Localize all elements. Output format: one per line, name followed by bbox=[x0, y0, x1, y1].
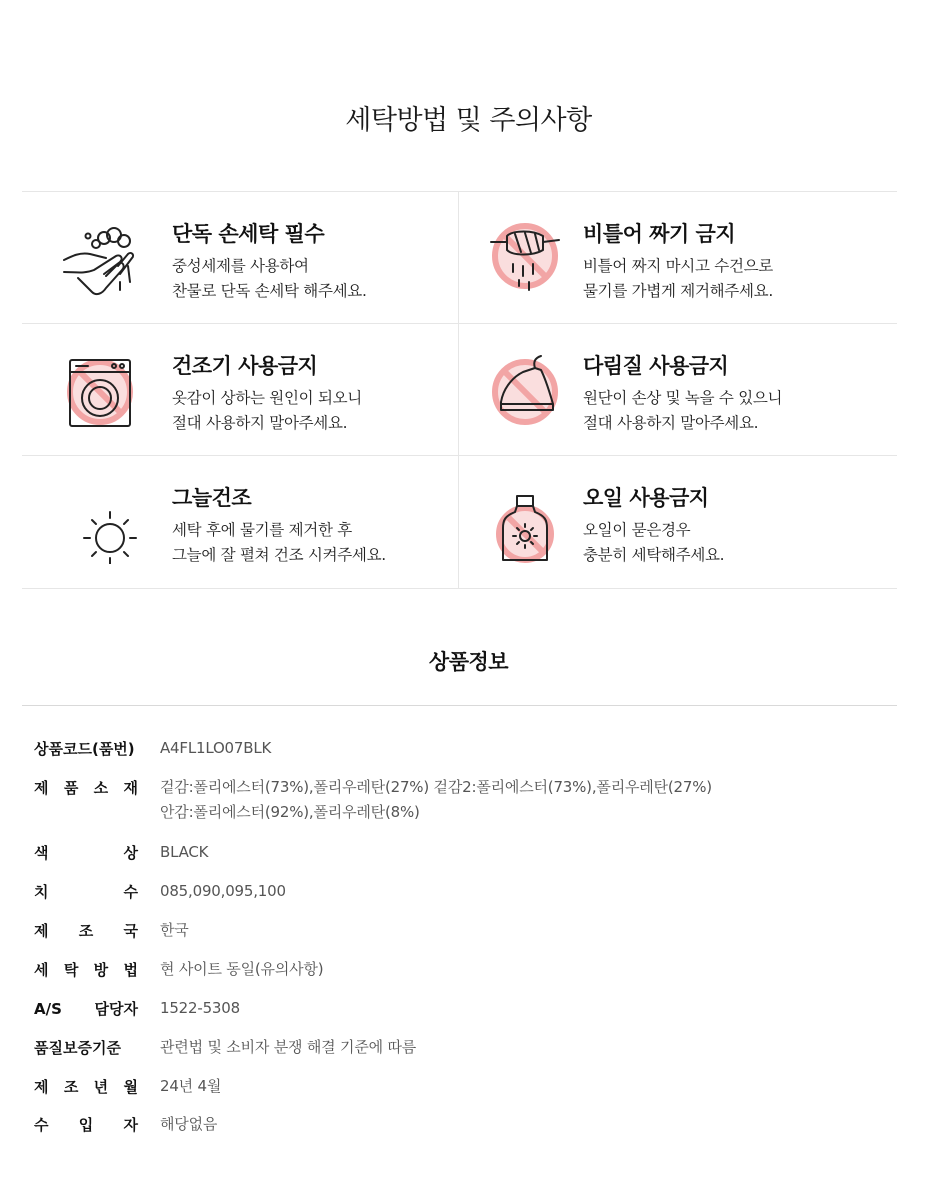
info-value: BLACK bbox=[160, 843, 209, 861]
info-label: 제 조 국 bbox=[34, 922, 138, 940]
info-label: 제 품 소 재 bbox=[34, 779, 138, 797]
care-item-text: 세탁 후에 물기를 제거한 후 bbox=[172, 521, 352, 539]
care-instructions-grid bbox=[22, 191, 897, 589]
info-value: 해당없음 bbox=[160, 1115, 218, 1133]
info-value: 관련법 및 소비자 분쟁 해결 기준에 따름 bbox=[160, 1038, 417, 1056]
care-item-text: 절대 사용하지 말아주세요. bbox=[583, 414, 759, 432]
care-item-heading: 그늘건조 bbox=[172, 486, 252, 510]
product-info-title: 상품정보 bbox=[428, 650, 509, 674]
info-label: 수 입 자 bbox=[34, 1116, 138, 1134]
care-item-text: 원단이 손상 및 녹을 수 있으니 bbox=[583, 389, 783, 407]
care-item-heading: 비틀어 짜기 금지 bbox=[583, 222, 736, 246]
info-value: 겉감:폴리에스터(73%),폴리우레탄(27%) 겉감2:폴리에스터(73%),폴리우레탄(27%) bbox=[160, 778, 712, 796]
info-label: A/S 담당자 bbox=[34, 1000, 138, 1018]
no-wring-icon bbox=[483, 216, 567, 300]
care-item-text: 중성세제를 사용하여 bbox=[172, 257, 309, 275]
care-item-text: 물기를 가볍게 제거해주세요. bbox=[583, 282, 773, 300]
no-dryer-icon bbox=[58, 348, 142, 432]
info-label: 품질보증기준 bbox=[34, 1039, 121, 1057]
no-iron-icon bbox=[483, 348, 567, 432]
info-value: 24년 4월 bbox=[160, 1077, 222, 1095]
info-value: 085,090,095,100 bbox=[160, 882, 286, 900]
care-item-heading: 다림질 사용금지 bbox=[583, 354, 729, 378]
care-item-no-iron bbox=[459, 324, 895, 456]
info-label: 색 상 bbox=[34, 844, 138, 862]
info-label: 제 조 년 월 bbox=[34, 1078, 138, 1096]
care-item-text: 찬물로 단독 손세탁 해주세요. bbox=[172, 282, 367, 300]
sun-icon bbox=[58, 480, 142, 564]
care-item-text: 충분히 세탁해주세요. bbox=[583, 546, 725, 564]
info-value: 1522-5308 bbox=[160, 999, 240, 1017]
care-item-heading: 건조기 사용금지 bbox=[172, 354, 318, 378]
hand-wash-icon bbox=[58, 216, 142, 300]
care-item-no-dryer bbox=[22, 324, 458, 456]
care-item-text: 절대 사용하지 말아주세요. bbox=[172, 414, 348, 432]
info-value: 현 사이트 동일(유의사항) bbox=[160, 960, 324, 978]
care-item-hand-wash bbox=[22, 192, 458, 324]
info-value: A4FL1LO07BLK bbox=[160, 739, 272, 757]
care-item-heading: 단독 손세탁 필수 bbox=[172, 222, 325, 246]
info-label: 세 탁 방 법 bbox=[34, 961, 138, 979]
info-value-continued: 안감:폴리에스터(92%),폴리우레탄(8%) bbox=[160, 803, 420, 821]
care-item-no-wring bbox=[459, 192, 895, 324]
care-item-text: 오일이 묻은경우 bbox=[583, 521, 691, 539]
info-value: 한국 bbox=[160, 921, 189, 939]
product-info-divider bbox=[22, 705, 897, 706]
care-item-text: 옷감이 상하는 원인이 되오니 bbox=[172, 389, 362, 407]
care-item-shade-dry bbox=[22, 456, 458, 588]
care-item-text: 그늘에 잘 펼쳐 건조 시켜주세요. bbox=[172, 546, 386, 564]
care-item-text: 비틀어 짜지 마시고 수건으로 bbox=[583, 257, 773, 275]
care-item-no-oil bbox=[459, 456, 895, 588]
info-label: 치 수 bbox=[34, 883, 138, 901]
info-label: 상품코드(품번) bbox=[34, 740, 135, 758]
no-oil-icon bbox=[483, 480, 567, 564]
care-item-heading: 오일 사용금지 bbox=[583, 486, 709, 510]
care-section-title: 세탁방법 및 주의사항 bbox=[345, 105, 592, 136]
